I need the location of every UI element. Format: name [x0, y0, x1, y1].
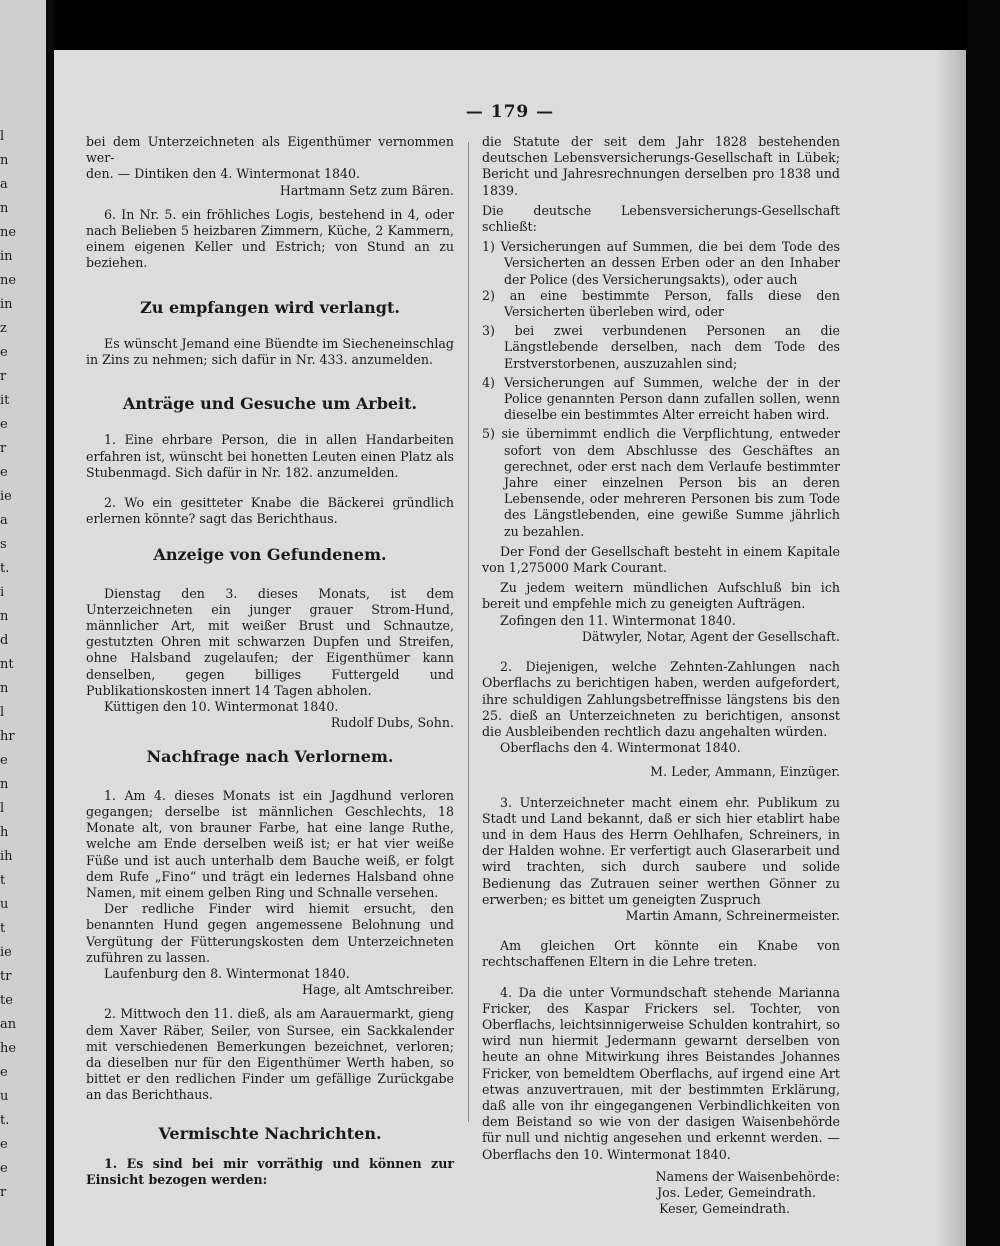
paragraph: Es wünscht Jemand eine Büendte im Siecheneinschlag in Zins zu nehmen; sich dafür in Nr. 433. anzumelden. — [86, 335, 454, 368]
paragraph: 4. Da die unter Vormundschaft stehende Marianna Fricker, des Kaspar Frickers sel. Tochter, von Oberflachs, leichtsinnigerweise Schulden kontrahirt, so wird nun hiermit Jedermann gewarnt derselben von heute an ohne Mitwirkung ihres Beistandes Johannes Fricker, von bemeldtem Oberflachs, auf irgend eine Art etwas anzuvertrauen, mit der bestimmten Erklärung, daß alle von ihr eingegangenen Verbindlichkeiten von dem Beistand so wie von der dasigen Waisenbehörde für null und nichtig angesehen und erkennt werden. — Oberflachs den 10. Wintermonat 1840. — [482, 984, 840, 1162]
prev-page-fragment: e — [0, 1161, 8, 1176]
prev-page-fragment: h — [0, 825, 9, 840]
signature: Rudolf Dubs, Sohn. — [330, 715, 454, 731]
prev-page-fragment: n — [0, 681, 9, 696]
newspaper-page — [54, 50, 966, 1246]
prev-page-fragment: e — [0, 1065, 8, 1080]
prev-page-fragment: d — [0, 633, 9, 648]
prev-page-fragment: u — [0, 897, 9, 912]
paragraph: 2. Wo ein gesitteter Knabe die Bäckerei gründlich erlernen könnte? sagt das Berichthaus. — [86, 495, 454, 527]
prev-page-fragment: ie — [0, 945, 12, 960]
list-item: 5) sie übernimmt endlich die Verpflichtung, entweder sofort von dem Abschlusse des Geschäftes an gerechnet, oder erst nach dem Verlaufe bestimmter Jahre einer einzelnen Person bis an deren Lebensende, oder mehreren Personen bis zum Tode des Längstlebenden, eine gewiße Summe jährlich zu bezahlen. — [482, 426, 840, 539]
prev-page-fragment: n — [0, 153, 9, 168]
paragraph: 2. Diejenigen, welche Zehnten-Zahlungen nach Oberflachs zu berichtigen haben, werden aufgefordert, ihre schuldigen Zahlungsbetreffnisse längstens bis den 25. dieß an Unterzeichneten zu berichtigen, ansonst die Ausbleibenden rechtlich dazu angehalten würden. — [482, 659, 840, 739]
prev-page-fragment: a — [0, 177, 8, 192]
paragraph: Am gleichen Ort könnte ein Knabe von rechtschaffenen Eltern in die Lehre treten. — [482, 938, 840, 970]
prev-page-fragment: e — [0, 753, 8, 768]
paragraph: Der redliche Finder wird hiemit ersucht, den benannten Hund gegen angemessene Belohnung und Vergütung der Fütterungskosten dem Unterzeichneten zuführen zu lassen. — [86, 901, 454, 965]
paragraph: 1. Eine ehrbare Person, die in allen Handarbeiten erfahren ist, wünscht bei honetten Leuten einen Platz als Stubenmagd. Sich dafür in Nr. 182. anzumelden. — [86, 432, 454, 480]
scan-border — [966, 0, 1000, 1246]
section-heading: Nachfrage nach Verlornem. — [146, 747, 394, 767]
paragraph: 3. Unterzeichneter macht einem ehr. Publikum zu Stadt und Land bekannt, daß er sich hier etablirt habe und in dem Haus des Herrn Oehlhafen, Schreiners, in der Halden wohne. Er verfertigt auch Glaserarbeit und wird trachten, sich durch saubere und solide Bedienung das Zutrauen seiner werthen Gönner zu erwerben; es bittet um geneigten Zuspruch — [482, 794, 840, 907]
list-item: 4) Versicherungen auf Summen, welche der in der Police genannten Person dann zufallen sollen, wenn dieselbe ein bestimmtes Alter erreicht haben wird. — [482, 374, 840, 423]
text-line: den. — Dintiken den 4. Wintermonat 1840. — [86, 166, 361, 182]
paragraph: 6. In Nr. 5. ein fröhliches Logis, bestehend in 4, oder nach Belieben 5 heizbaren Zimmern, Küche, 2 Kammern, einem eigenen Keller und Estrich; von Stund an zu beziehen. — [86, 206, 454, 271]
prev-page-fragment: t. — [0, 1113, 10, 1128]
signature: Martin Amann, Schreinermeister. — [625, 907, 840, 923]
text-line: bei dem Unterzeichneten als Eigenthümer vernommen wer- — [86, 134, 454, 166]
prev-page-fragment: tr — [0, 969, 12, 984]
signature: Keser, Gemeindrath. — [659, 1201, 790, 1217]
prev-page-fragment: e — [0, 465, 8, 480]
prev-page-fragment: ie — [0, 489, 12, 504]
list-item: 3) bei zwei verbundenen Personen an die Längstlebende derselben, nach dem Tode des Erstverstorbenen, auszuzahlen sind; — [482, 323, 840, 371]
section-heading: Anträge und Gesuche um Arbeit. — [122, 394, 418, 414]
signature: Hartmann Setz zum Bären. — [279, 182, 454, 198]
prev-page-fragment: a — [0, 513, 8, 528]
signature: Namens der Waisenbehörde: — [655, 1168, 840, 1184]
section-heading: Zu empfangen wird verlangt. — [140, 297, 400, 317]
paragraph: Zu jedem weitern mündlichen Aufschluß bin ich bereit und empfehle mich zu geneigten Aufträgen. — [482, 580, 840, 612]
prev-page-fragment: an — [0, 1017, 17, 1032]
prev-page-fragment: n — [0, 201, 9, 216]
prev-page-fragment: z — [0, 321, 7, 336]
page-shadow — [936, 50, 966, 1246]
section-heading: Vermischte Nachrichten. — [158, 1123, 382, 1143]
prev-page-fragment: t. — [0, 561, 10, 576]
left-column — [86, 134, 454, 1188]
prev-page-fragment: ne — [0, 273, 17, 288]
prev-page-fragment: hr — [0, 729, 15, 744]
prev-page-fragment: ih — [0, 849, 13, 864]
prev-page-fragment: s — [0, 537, 7, 552]
place-date: Zofingen den 11. Wintermonat 1840. — [500, 612, 736, 628]
paragraph: 1. Es sind bei mir vorräthig und können zur Einsicht bezogen werden: — [86, 1155, 454, 1187]
paragraph: Dienstag den 3. dieses Monats, ist dem Unterzeichneten ein junger grauer Strom-Hund, männlicher Art, mit weißer Brust und Schnautze, gestutzten Ohren mit schwarzen Dupfen und Streifen, ohne Halsband zugelaufen; der Eigenthümer kann denselben, gegen billiges Futtergeld und Publikationskosten innert 14 Tagen abholen. — [86, 585, 454, 698]
prev-page-fragment: ne — [0, 225, 17, 240]
prev-page-fragment: r — [0, 441, 7, 456]
prev-page-fragment: in — [0, 297, 13, 312]
signature: M. Leder, Ammann, Einzüger. — [650, 764, 840, 780]
column-rule — [468, 142, 469, 1122]
paragraph: Der Fond der Gesellschaft besteht in einem Kapitale von 1,275000 Mark Courant. — [482, 543, 840, 576]
prev-page-fragment: nt — [0, 657, 14, 672]
prev-page-fragment: t — [0, 873, 6, 888]
place-date: Küttigen den 10. Wintermonat 1840. — [104, 699, 339, 715]
prev-page-fragment: n — [0, 777, 9, 792]
prev-page-fragment: l — [0, 129, 5, 144]
paragraph: Die deutsche Lebensversicherungs-Gesellschaft schließt: — [482, 202, 840, 235]
paragraph: die Statute der seit dem Jahr 1828 bestehenden deutschen Lebensversicherungs-Gesellschaft in Lübek; Bericht und Jahresrechnungen derselben pro 1838 und 1839. — [482, 134, 840, 198]
prev-page-fragment: it — [0, 393, 10, 408]
paragraph: 1. Am 4. dieses Monats ist ein Jagdhund verloren gegangen; derselbe ist männlichen Geschlechts, 18 Monate alt, von brauner Farbe, hat eine lange Ruthe, welche am Ende derselben weiß ist; er hat vier weiße Füße und ist auch unterhalb dem Bauche weiß, er folgt dem Rufe „Fino“ und trägt ein ledernes Halsband ohne Namen, mit einem gelben Ring und Schnalle versehen. — [86, 787, 454, 900]
place-date: Oberflachs den 4. Wintermonat 1840. — [500, 740, 741, 756]
paragraph: 2. Mittwoch den 11. dieß, als am Aarauermarkt, gieng dem Xaver Räber, Seiler, von Sursee, ein Sackkalender mit verschiedenen Bemerkungen bezeichnet, verloren; da dieselben nur für den Eigenthümer Werth haben, so bittet er den redlichen Finder um gefällige Zurückgabe an das Berichthaus. — [86, 1006, 454, 1103]
prev-page-fragment: t — [0, 921, 6, 936]
prev-page-fragment: l — [0, 801, 5, 816]
section-heading: Anzeige von Gefundenem. — [153, 545, 387, 565]
prev-page-fragment: u — [0, 1089, 9, 1104]
signature: Dätwyler, Notar, Agent der Gesellschaft. — [581, 628, 840, 644]
list-item: 1) Versicherungen auf Summen, die bei dem Tode des Versicherten an dessen Erben oder an den Inhaber der Police (des Versicherungsakts), oder auch — [482, 239, 840, 287]
prev-page-fragment: he — [0, 1041, 17, 1056]
prev-page-fragment: te — [0, 993, 13, 1008]
place-date: Laufenburg den 8. Wintermonat 1840. — [104, 965, 350, 981]
prev-page-fragment: e — [0, 1137, 8, 1152]
prev-page-fragment: r — [0, 369, 7, 384]
book-gutter — [46, 0, 54, 1246]
prev-page-fragment: n — [0, 609, 9, 624]
right-column — [482, 134, 840, 1217]
prev-page-fragment: r — [0, 1185, 7, 1200]
signature: Hage, alt Amtschreiber. — [302, 982, 454, 998]
prev-page-fragment: e — [0, 345, 8, 360]
prev-page-fragment: i — [0, 585, 5, 600]
list-item: 2) an eine bestimmte Person, falls diese den Versicherten überleben wird, oder — [482, 287, 840, 320]
prev-page-fragment: l — [0, 705, 5, 720]
previous-page-edge — [0, 0, 46, 1246]
prev-page-fragment: e — [0, 417, 8, 432]
signature: Jos. Leder, Gemeindrath. — [657, 1184, 816, 1200]
prev-page-fragment: in — [0, 249, 13, 264]
page-number: — 179 — — [465, 102, 555, 122]
